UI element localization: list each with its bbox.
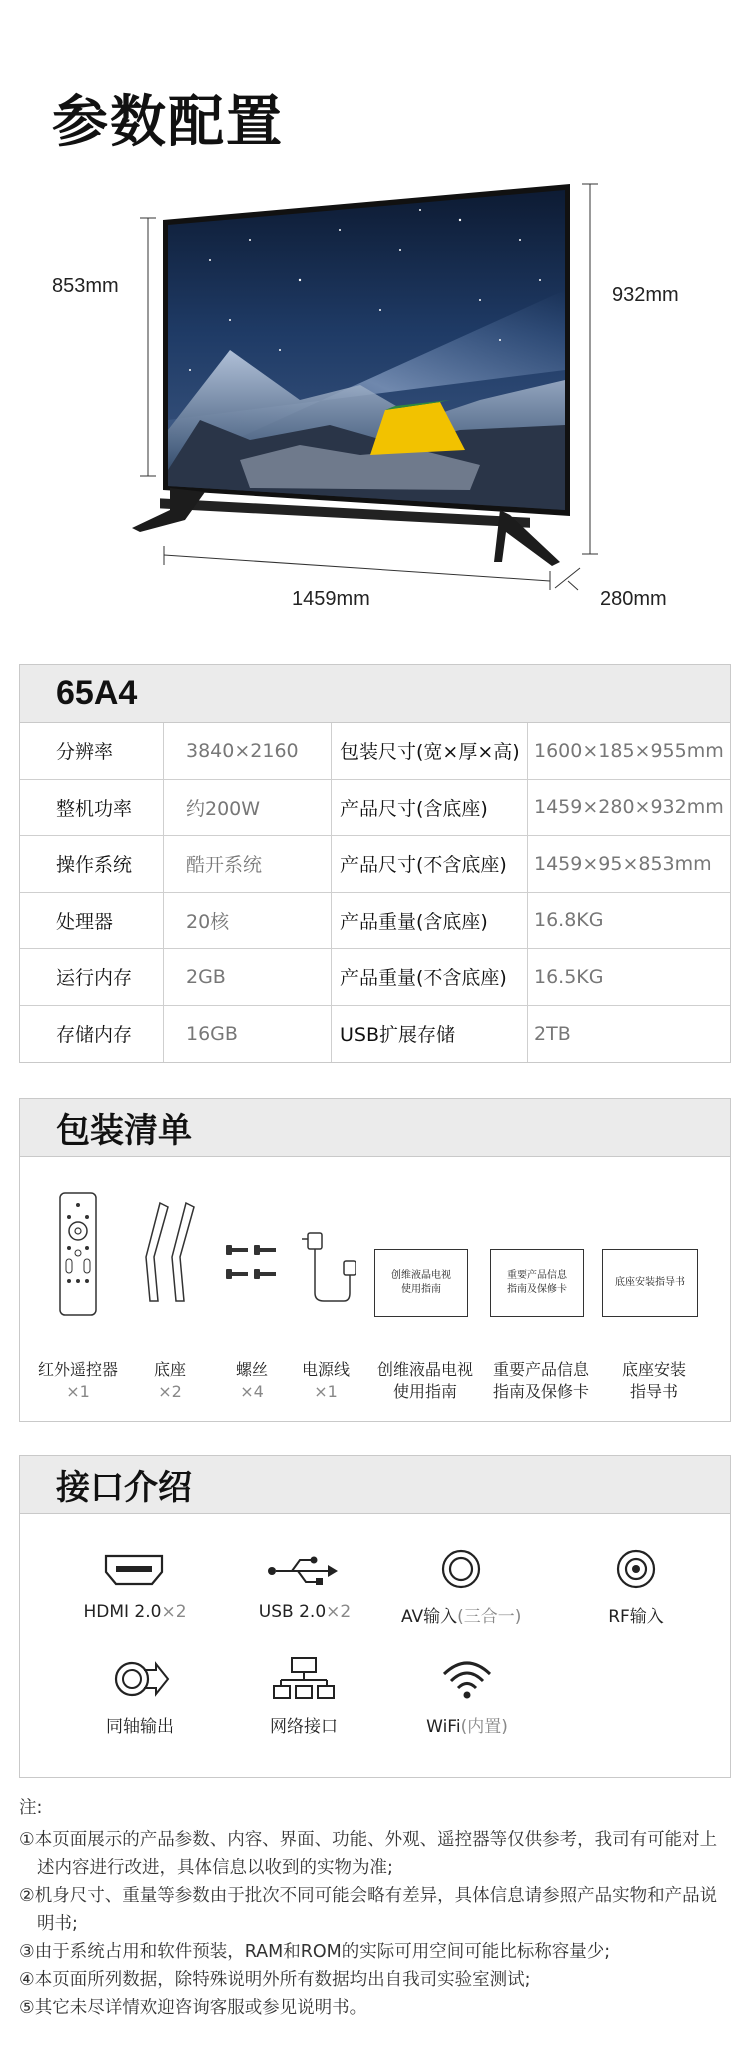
port-coaxial (90, 1712, 190, 1737)
width-label: 1459mm (292, 588, 370, 610)
port-sub: (三合一) (457, 1607, 522, 1627)
port-sub: ×2 (326, 1602, 352, 1622)
ports-section (19, 1455, 731, 1778)
pack-item-name: 重要产品信息 (492, 1360, 589, 1379)
page-title: 参数配置 (52, 90, 284, 155)
port-name: RF输入 (608, 1607, 664, 1627)
port-usb (240, 1602, 370, 1622)
pack-item-qty: ×2 (158, 1382, 182, 1401)
packing-list-title: 包装清单 (20, 1099, 730, 1157)
usb-icon (266, 1554, 340, 1588)
note-item: ⑤其它未尽详情欢迎咨询客服或参见说明书。 (19, 1998, 368, 2018)
spec-value: 2GB (164, 949, 332, 1005)
spec-value: 16.5KG (534, 965, 604, 988)
port-name: AV输入 (401, 1607, 458, 1627)
pack-item-qty: ×1 (66, 1382, 90, 1401)
remote-icon (58, 1191, 98, 1317)
warranty-card-icon: 重要产品信息 指南及保修卡 (490, 1249, 584, 1317)
spec-value: 约200W (164, 780, 332, 836)
pack-item-manual (370, 1359, 480, 1403)
port-name: HDMI 2.0 (83, 1602, 162, 1622)
spec-key: 整机功率 (20, 780, 164, 836)
spec-value: 16.8KG (534, 909, 604, 932)
port-wifi (417, 1712, 517, 1737)
pack-item-qty: 指南及保修卡 (492, 1382, 589, 1401)
spec-value: 1459×280×932mm (534, 796, 724, 819)
notes-head: 注: (19, 1798, 43, 1818)
spec-key: 包装尺寸(宽×厚×高) (332, 723, 528, 779)
rf-icon (615, 1548, 657, 1590)
screen-height-label: 853mm (52, 275, 119, 297)
pack-item-warranty (486, 1359, 596, 1403)
notes (19, 1794, 731, 2022)
spec-value: 1600×185×955mm (534, 739, 724, 762)
model-name: 65A4 (20, 665, 730, 723)
spec-key: 处理器 (20, 893, 164, 949)
coaxial-icon (114, 1658, 172, 1700)
spec-value: 3840×2160 (164, 723, 332, 779)
depth-label: 280mm (600, 588, 667, 610)
spec-row (20, 1006, 730, 1063)
spec-value: 16GB (164, 1006, 332, 1063)
spec-value: 20核 (164, 893, 332, 949)
port-sub: ×2 (161, 1602, 187, 1622)
spec-row (20, 723, 730, 780)
packing-list-section (19, 1098, 731, 1422)
spec-key: 产品尺寸(含底座) (332, 780, 528, 836)
port-name: WiFi (426, 1717, 461, 1737)
port-rf (586, 1602, 686, 1627)
spec-value: 2TB (534, 1022, 571, 1045)
spec-key: USB扩展存储 (332, 1006, 528, 1063)
note-item: ④本页面所列数据，除特殊说明外所有数据均出自我司实验室测试; (19, 1970, 531, 1990)
pack-item-qty: 使用指南 (392, 1382, 457, 1401)
spec-value: 酷开系统 (164, 836, 332, 892)
note-item: ②机身尺寸、重量等参数由于批次不同可能会略有差异，具体信息请参照产品实物和产品说明书; (19, 1886, 718, 1934)
spec-key: 分辨率 (20, 723, 164, 779)
tv-dimension-figure (0, 170, 750, 630)
pack-item-name: 电源线 (301, 1360, 350, 1379)
port-name: 网络接口 (270, 1717, 338, 1737)
power-cord-icon (300, 1227, 356, 1307)
network-icon (273, 1656, 335, 1702)
port-name: 同轴输出 (106, 1717, 174, 1737)
pack-item-name: 红外遥控器 (37, 1360, 118, 1379)
pack-item-qty: ×1 (314, 1382, 338, 1401)
note-item: ③由于系统占用和软件预装，RAM和ROM的实际可用空间可能比标称容量少; (19, 1942, 611, 1962)
port-network (254, 1712, 354, 1737)
spec-key: 存储内存 (20, 1006, 164, 1063)
port-av (401, 1602, 521, 1627)
pack-item-remote (26, 1359, 130, 1403)
port-name: USB 2.0 (258, 1602, 327, 1622)
spec-key: 操作系统 (20, 836, 164, 892)
tv-illustration (0, 170, 750, 630)
spec-key: 运行内存 (20, 949, 164, 1005)
port-hdmi (70, 1602, 200, 1622)
install-guide-icon: 底座安装指导书 (602, 1249, 698, 1317)
spec-key: 产品重量(含底座) (332, 893, 528, 949)
pack-item-qty: 指导书 (629, 1382, 678, 1401)
spec-value: 1459×95×853mm (534, 852, 712, 875)
wifi-icon (440, 1656, 494, 1702)
spec-table (19, 664, 731, 1063)
av-icon (440, 1548, 482, 1590)
spec-row (20, 893, 730, 950)
pack-item-power-cord (286, 1359, 366, 1403)
pack-item-name: 创维液晶电视 (376, 1360, 473, 1379)
pack-item-name: 螺丝 (235, 1360, 268, 1379)
screw-icon (224, 1241, 280, 1285)
pack-item-install-guide (604, 1359, 704, 1403)
pack-item-name: 底座 (153, 1360, 186, 1379)
pack-item-qty: ×4 (240, 1382, 264, 1401)
ports-title: 接口介绍 (20, 1456, 730, 1514)
stand-icon (140, 1197, 200, 1307)
hdmi-icon (102, 1552, 166, 1588)
pack-item-stand (130, 1359, 210, 1403)
spec-row (20, 949, 730, 1006)
spec-row (20, 780, 730, 837)
spec-key: 产品尺寸(不含底座) (332, 836, 528, 892)
manual-icon: 创维液晶电视 使用指南 (374, 1249, 468, 1317)
spec-key: 产品重量(不含底座) (332, 949, 528, 1005)
pack-item-screw (212, 1359, 292, 1403)
note-item: ①本页面展示的产品参数、内容、界面、功能、外观、遥控器等仅供参考，我司有可能对上述内容进行改进，具体信息以收到的实物为准; (19, 1830, 718, 1878)
pack-item-name: 底座安装 (621, 1360, 686, 1379)
total-height-label: 932mm (612, 284, 679, 306)
port-sub: (内置) (460, 1717, 508, 1737)
spec-row (20, 836, 730, 893)
